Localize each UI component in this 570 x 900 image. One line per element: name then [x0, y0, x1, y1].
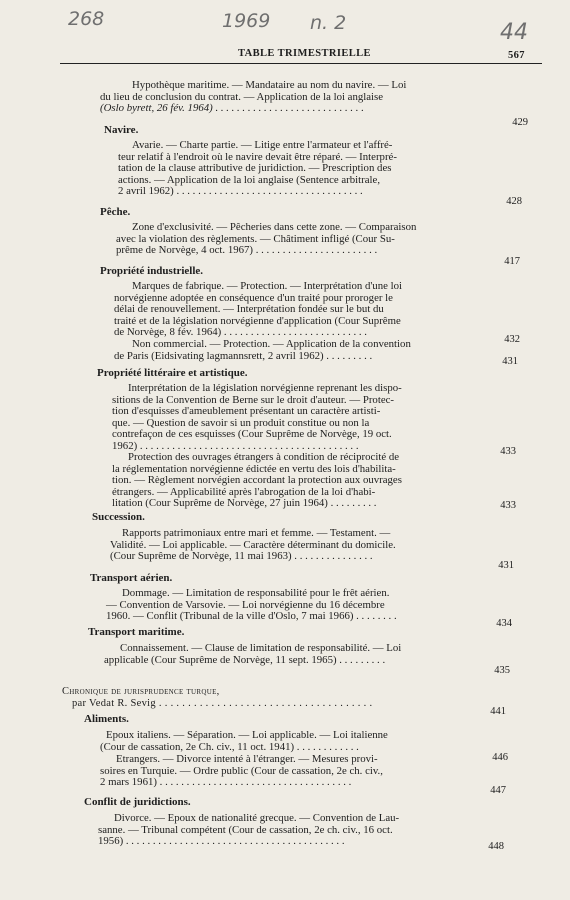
page-reference: 431 [498, 560, 514, 571]
entry-line: Zone d'exclusivité. — Pêcheries dans cette zone. — Comparaison [132, 221, 417, 233]
handwritten-note-corner: 44 [500, 20, 528, 45]
entry-line: de Paris (Eidsivating lagmannsrett, 2 avril 1962) . . . . . . . . . [114, 349, 373, 362]
entry-line: applicable (Cour Suprême de Norvège, 11 sept. 1965) . . . . . . . . . [104, 653, 386, 666]
entry-line: avec la violation des règlements. — Châtiment infligé (Cour Su- [116, 232, 395, 245]
section-heading-succession: Succession. [92, 511, 145, 523]
entry-line: 2 mars 1961) . . . . . . . . . . . . . . . . . . . . . . . . . . . . . . . . . . . . [100, 776, 352, 789]
section-heading-transport-aerien: Transport aérien. [90, 572, 173, 584]
entry-line: Dommage. — Limitation de responsabilité pour le frêt aérien. [122, 587, 390, 599]
index-entry [112, 452, 488, 510]
entry-line: actions. — Application de la loi anglaise (Sentence arbitrale, [118, 173, 381, 186]
entry-line: 1956) . . . . . . . . . . . . . . . . . . . . . . . . . . . . . . . . . . . . . . . . . [98, 835, 345, 848]
entry-line: du lieu de conclusion du contrat. — Application de la loi anglaise [100, 90, 384, 103]
entry-line: Avarie. — Charte partie. — Litige entre l'armateur et l'affré- [132, 139, 393, 151]
handwritten-note-left: 268 [68, 8, 105, 30]
running-header-title: TABLE TRIMESTRIELLE [238, 48, 371, 59]
running-header-page-number: 567 [508, 50, 525, 61]
index-entry [110, 528, 486, 563]
entry-line: (Cour Suprême de Norvège, 11 mai 1963) . . . . . . . . . . . . . . . [110, 550, 373, 563]
entry-line: Non commercial. — Protection. — Application de la convention [132, 338, 411, 350]
page-reference: 448 [488, 841, 504, 852]
page-reference: 435 [494, 665, 510, 676]
page-reference: 432 [504, 334, 520, 345]
entry-line: Connaissement. — Clause de limitation de responsabilité. — Loi [120, 642, 402, 654]
entry-line: tation de la clause attributive de juridiction. — Prescription des [118, 162, 392, 175]
page-reference: 429 [512, 117, 528, 128]
index-entry [100, 80, 495, 115]
chronique-entry [62, 686, 472, 710]
page-reference: 433 [500, 500, 516, 511]
section-heading-propriete-industrielle: Propriété industrielle. [100, 265, 204, 277]
index-entry [104, 643, 482, 666]
entry-line: de Norvège, 8 fév. 1964) . . . . . . . . . . . . . . . . . . . . . . . . . . . [114, 326, 367, 339]
section-heading-peche: Pêche. [100, 206, 131, 218]
entry-line: 2 avril 1962) . . . . . . . . . . . . . . . . . . . . . . . . . . . . . . . . . . . [118, 185, 363, 198]
entry-line: Marques de fabrique. — Protection. — Interprétation d'une loi [132, 280, 402, 292]
handwritten-note-year: 1969 [222, 10, 271, 32]
page-reference: 446 [492, 752, 508, 763]
entry-line: Epoux italiens. — Séparation. — Loi applicable. — Loi italienne [106, 729, 388, 741]
entry-line: (Cour de cassation, 2e Ch. civ., 11 oct. 1941) . . . . . . . . . . . . [100, 740, 359, 753]
page-reference: 434 [496, 618, 512, 629]
entry-line: — Convention de Varsovie. — Loi norvégienne du 16 décembre [106, 598, 385, 611]
entry-line: teur relatif à l'endroit où le navire devait être réparé. — Interpré- [118, 150, 397, 163]
header-rule [60, 63, 542, 64]
entry-line: soires en Turquie. — Ordre public (Cour de cassation, 2e ch. civ., [100, 764, 383, 777]
entry-line: 1962) . . . . . . . . . . . . . . . . . . . . . . . . . . . . . . . . . . . . . . . . . [112, 439, 359, 452]
section-heading-navire: Navire. [104, 124, 139, 136]
entry-line: norvégienne adoptée en conséquence d'un traité pour proroger le [114, 291, 393, 304]
index-entry [100, 730, 478, 753]
page-reference: 428 [506, 196, 522, 207]
section-heading-propriete-litteraire: Propriété littéraire et artistique. [97, 367, 248, 379]
chronique-title: Chronique de jurisprudence turque, [62, 686, 220, 697]
index-entry [100, 754, 478, 789]
index-entry [98, 813, 476, 848]
index-entry [112, 383, 488, 453]
entry-line: (Oslo byrett, 26 fév. 1964) . . . . . . . . . . . . . . . . . . . . . . . . . . . . [100, 102, 364, 115]
entry-line: Divorce. — Epoux de nationalité grecque. — Convention de Lau- [114, 812, 400, 824]
section-heading-aliments: Aliments. [84, 713, 129, 725]
index-entry [114, 339, 492, 362]
entry-line: sanne. — Tribunal compétent (Cour de cassation, 2e ch. civ., 16 oct. [98, 823, 393, 836]
index-entry [118, 140, 496, 198]
entry-line: contrefaçon de ces esquisses (Cour Suprême de Norvège, 19 oct. [112, 428, 392, 441]
entry-line: Interprétation de la législation norvégienne reprenant les dispo- [128, 382, 402, 394]
page-reference: 431 [502, 356, 518, 367]
index-entry [116, 222, 494, 257]
page-reference: 447 [490, 785, 506, 796]
entry-line: délai de renouvellement. — Interprétation fondée sur le but du [114, 303, 384, 316]
entry-line: Etrangers. — Divorce intenté à l'étranger. — Mesures provi- [116, 753, 378, 765]
section-heading-transport-maritime: Transport maritime. [88, 626, 185, 638]
entry-line: sitions de la Convention de Berne sur le droit d'auteur. — Protec- [112, 393, 395, 406]
entry-line: Protection des ouvrages étrangers à condition de réciprocité de [128, 451, 400, 463]
page-reference: 441 [490, 706, 506, 717]
entry-line: 1960. — Conflit (Tribunal de la ville d'Oslo, 7 mai 1966) . . . . . . . . [106, 610, 397, 623]
entry-line: que. — Question de savoir si un produit constitue ou non la [112, 416, 370, 429]
entry-line: Hypothèque maritime. — Mandataire au nom du navire. — Loi [132, 79, 407, 91]
entry-line: Validité. — Loi applicable. — Caractère déterminant du domicile. [110, 538, 396, 551]
index-entry [114, 281, 492, 339]
entry-line: la réglementation norvégienne édictée en vertu des lois d'habilita- [112, 462, 396, 475]
entry-line: tion d'esquisses d'ameublement présentant un caractère artisti- [112, 405, 381, 418]
entry-line: étrangers. — Applicabilité après l'abrogation de la loi d'habi- [112, 485, 376, 498]
entry-line: tion. — Règlement norvégien accordant la protection aux ouvrages [112, 474, 402, 487]
handwritten-note-number: n. 2 [310, 12, 347, 34]
section-heading-conflit-de-juridictions: Conflit de juridictions. [84, 796, 191, 808]
page-reference: 433 [500, 446, 516, 457]
page-reference: 417 [504, 256, 520, 267]
entry-line: litation (Cour Suprême de Norvège, 27 juin 1964) . . . . . . . . . [112, 497, 377, 510]
chronique-author: par Vedat R. Sevig . . . . . . . . . . . . . . . . . . . . . . . . . . . . . . . . . . . . . [72, 698, 373, 709]
entry-line: Rapports patrimoniaux entre mari et femme. — Testament. — [122, 527, 391, 539]
index-entry [106, 588, 484, 623]
entry-line: prême de Norvège, 4 oct. 1967) . . . . . . . . . . . . . . . . . . . . . . . [116, 244, 378, 257]
entry-line: traité et de la législation norvégienne d'application (Cour Suprême [114, 314, 401, 327]
